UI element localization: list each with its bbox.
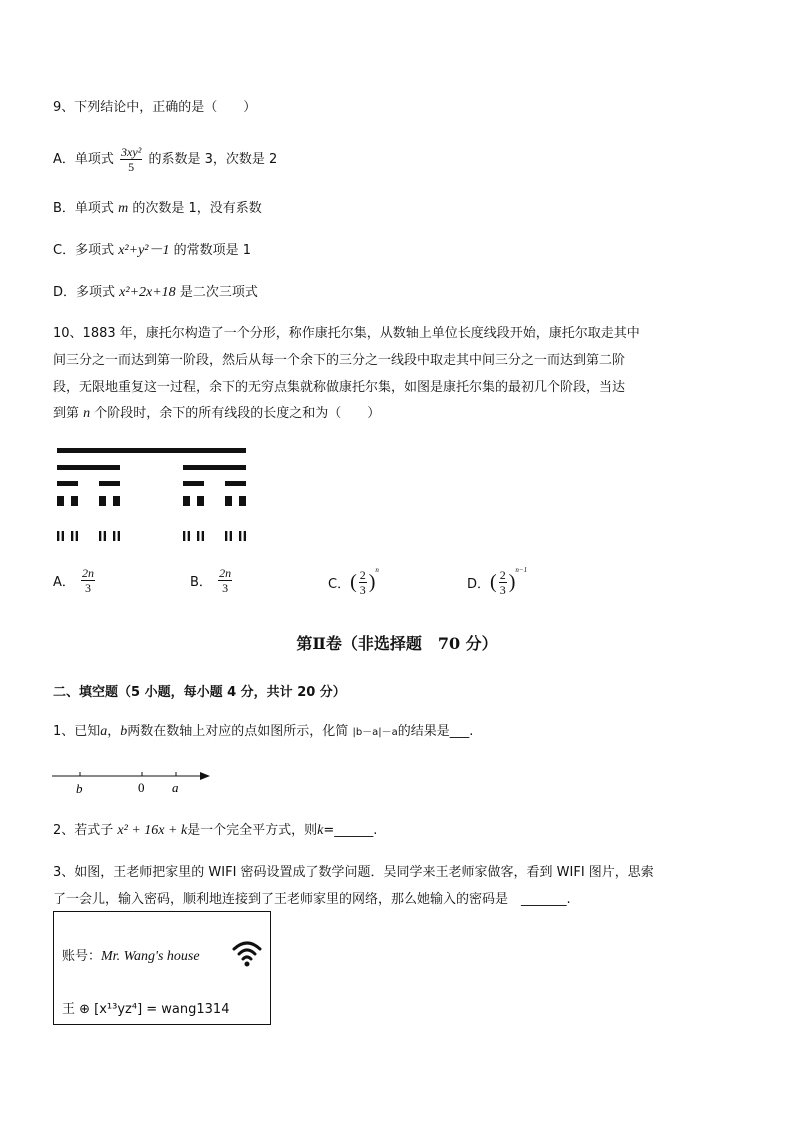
- wifi-password: 王 ⊕ [x¹³yz⁴] = wang1314: [62, 1002, 230, 1017]
- q10-line1: 10、1883 年，康托尔构造了一个分形，称作康托尔集，从数轴上单位长度线段开始，康托尔取走其中: [53, 326, 640, 341]
- q10-a-den: 3: [85, 581, 92, 595]
- q9-c-expr: x²+y²－1: [118, 243, 170, 258]
- cantor-segment: [99, 496, 106, 506]
- f2-var: k: [317, 823, 324, 838]
- q9-a-prefix: A．单项式: [53, 152, 114, 167]
- q10-line4-var: n: [83, 406, 91, 421]
- axis-label-a: a: [172, 780, 179, 795]
- wifi-account-value: Mr. Wang's house: [101, 949, 200, 964]
- q9-a-numerator: 3xy²: [121, 145, 142, 159]
- wifi-icon: [232, 938, 262, 968]
- q9-c-suffix: 的常数项是 1: [173, 243, 252, 258]
- axis-label-b: b: [76, 781, 83, 796]
- cantor-segment: [183, 531, 185, 541]
- cantor-segment: [183, 496, 190, 506]
- cantor-segment: [71, 531, 73, 541]
- q10-option-c: C．( $\frac{2}{3}$ )$^n$: [328, 566, 379, 597]
- f1-tail: 的结果是___.: [397, 724, 474, 739]
- q10-b-label: B．: [190, 575, 212, 590]
- cantor-segment: [183, 481, 204, 486]
- f2-mid: 是一个完全平方式，则: [187, 823, 318, 838]
- cantor-segment: [57, 448, 246, 453]
- q10-c-num: 2: [359, 568, 366, 582]
- cantor-segment: [71, 496, 78, 506]
- q9-d-prefix: D．多项式: [53, 285, 116, 300]
- f2-tail: =______.: [323, 823, 378, 838]
- wifi-account-label: 账号：: [62, 949, 102, 964]
- part2-title: 第Ⅱ卷（非选择题 70 分）: [296, 634, 498, 653]
- f1-b: b: [120, 724, 128, 739]
- q10-d-den: 3: [499, 583, 506, 597]
- q9-option-c: [53, 241, 251, 261]
- cantor-segment: [197, 496, 204, 506]
- q9-option-d: [53, 283, 258, 303]
- cantor-set-figure: [55, 445, 247, 545]
- q9-c-prefix: C．多项式: [53, 243, 115, 258]
- f1-mid: ，: [107, 724, 121, 739]
- f3-line2: 了一会儿，输入密码，顺利地连接到了王老师家里的网络，那么她输入的密码是 _______.: [53, 892, 571, 907]
- q9-b-prefix: B．单项式: [53, 201, 114, 216]
- cantor-segment: [113, 531, 115, 541]
- q10-option-b: [190, 566, 234, 595]
- q10-a-label: A．: [53, 575, 75, 590]
- q10-option-d: D．( $\frac{2}{3}$ )$^{n-1}$: [467, 566, 528, 597]
- cantor-segment: [57, 465, 120, 470]
- cantor-segment: [230, 531, 232, 541]
- f2-expr: x² + 16x + k: [117, 823, 188, 838]
- cantor-segment: [239, 496, 246, 506]
- axis-label-0: 0: [138, 780, 145, 795]
- q9-d-suffix: 是二次三项式: [179, 285, 258, 300]
- cantor-segment: [202, 531, 204, 541]
- f1-expr: |b－a|－a: [352, 727, 398, 738]
- cantor-segment: [239, 531, 241, 541]
- q10-b-num: 2n: [219, 566, 232, 580]
- q10-a-num: 2n: [82, 566, 95, 580]
- cantor-segment: [57, 481, 78, 486]
- cantor-segment: [225, 531, 227, 541]
- q9-b-var: m: [118, 201, 129, 216]
- cantor-segment: [104, 531, 106, 541]
- q10-c-den: 3: [359, 583, 366, 597]
- q10-d-label: D．: [467, 577, 491, 592]
- f1-post: 两数在数轴上对应的点如图所示，化简: [127, 724, 349, 739]
- f1-pre: 1、已知: [53, 724, 101, 739]
- cantor-segment: [197, 531, 199, 541]
- q9-a-suffix: 的系数是 3，次数是 2: [148, 152, 278, 167]
- q10-line4: [53, 404, 380, 424]
- f2-text: [53, 821, 377, 841]
- cantor-segment: [62, 531, 64, 541]
- cantor-segment: [76, 531, 78, 541]
- q9-option-b: [53, 199, 262, 219]
- q9-stem: 9、下列结论中，正确的是（ ）: [53, 100, 257, 115]
- q10-option-a: [53, 566, 97, 595]
- f1-a: a: [100, 724, 108, 739]
- q10-line3: 段，无限地重复这一过程，余下的无穷点集就称做康托尔集，如图是康托尔集的最初几个阶段，当达: [53, 380, 626, 395]
- cantor-segment: [225, 496, 232, 506]
- cantor-segment: [225, 481, 246, 486]
- f3-line1: 3、如图，王老师把家里的 WIFI 密码设置成了数学问题．吴同学来王老师家做客，看到 WIFI 图片，思索: [53, 865, 654, 880]
- q10-d-exp: n−1: [515, 566, 528, 574]
- cantor-segment: [183, 465, 246, 470]
- cantor-segment: [57, 531, 59, 541]
- q10-c-label: C．: [328, 577, 351, 592]
- cantor-segment: [118, 531, 120, 541]
- q10-d-num: 2: [499, 568, 506, 582]
- q9-b-suffix: 的次数是 1，没有系数: [132, 201, 262, 216]
- q10-line4-post: 个阶段时，余下的所有线段的长度之和为（ ）: [94, 406, 381, 421]
- cantor-segment: [113, 496, 120, 506]
- q9-a-denominator: 5: [128, 160, 135, 174]
- q9-d-expr: x²+2x+18: [119, 285, 176, 300]
- f1-text: [53, 722, 473, 743]
- wifi-account: [62, 945, 200, 965]
- q10-line4-pre: 到第: [53, 406, 80, 421]
- q9-option-a: [53, 145, 277, 174]
- q10-b-den: 3: [222, 581, 229, 595]
- section-heading: 二、填空题（5 小题，每小题 4 分，共计 20 分）: [53, 685, 346, 700]
- q10-c-exp: n: [375, 566, 379, 574]
- q9-a-fraction: [120, 145, 142, 174]
- q10-line2: 间三分之一而达到第一阶段，然后从每一个余下的三分之一线段中取走其中间三分之一而达到第二阶: [53, 353, 626, 368]
- f2-pre: 2、若式子: [53, 823, 114, 838]
- cantor-segment: [99, 481, 120, 486]
- cantor-segment: [57, 496, 64, 506]
- wifi-card: [53, 911, 271, 1025]
- cantor-segment: [99, 531, 101, 541]
- number-line: [52, 764, 217, 798]
- cantor-segment: [188, 531, 190, 541]
- cantor-segment: [244, 531, 246, 541]
